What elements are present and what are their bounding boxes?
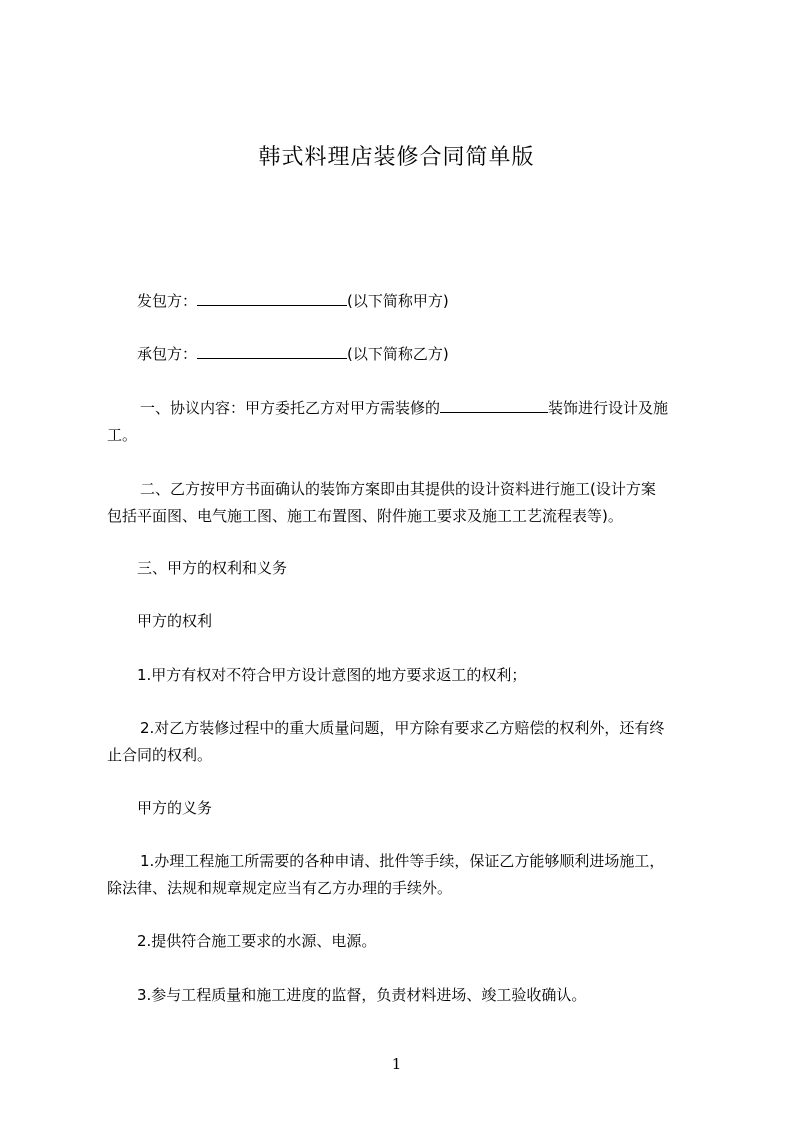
party-b-label: 承包方： bbox=[137, 345, 198, 363]
clause2-line2: 包括平面图、电气施工图、施工布置图、附件施工要求及施工工艺流程表等)。 bbox=[107, 507, 623, 525]
clause1-blank bbox=[440, 397, 548, 413]
clause2-line1: 二、乙方按甲方书面确认的装饰方案即由其提供的设计资料进行施工(设计方案 bbox=[140, 480, 656, 498]
party-b-blank bbox=[197, 343, 347, 359]
clause1-prefix: 一、协议内容：甲方委托乙方对甲方需装修的 bbox=[140, 399, 441, 417]
clause3-heading: 三、甲方的权利和义务 bbox=[137, 559, 288, 577]
right-2-line1: 2.对乙方装修过程中的重大质量问题，甲方除有要求乙方赔偿的权利外，还有终 bbox=[140, 719, 665, 737]
party-b-line bbox=[137, 339, 449, 369]
party-a-blank bbox=[197, 290, 347, 306]
clause1-suffix: 装饰进行设计及施 bbox=[548, 399, 669, 417]
duty-2: 2.提供符合施工要求的水源、电源。 bbox=[137, 932, 377, 950]
rights-heading: 甲方的权利 bbox=[137, 612, 213, 630]
party-a-suffix: (以下简称甲方) bbox=[347, 292, 449, 310]
clause1-line1 bbox=[140, 393, 668, 423]
duty-1-line1: 1.办理工程施工所需要的各种申请、批件等手续，保证乙方能够顺利进场施工， bbox=[140, 852, 665, 870]
duty-1-line2: 除法律、法规和规章规定应当有乙方办理的手续外。 bbox=[107, 879, 453, 897]
party-b-suffix: (以下简称乙方) bbox=[347, 345, 449, 363]
party-a-label: 发包方： bbox=[137, 292, 198, 310]
right-1: 1.甲方有权对不符合甲方设计意图的地方要求返工的权利； bbox=[137, 666, 527, 684]
page-number: 1 bbox=[391, 1055, 402, 1073]
duties-heading: 甲方的义务 bbox=[137, 799, 213, 817]
document-title: 韩式料理店装修合同简单版 bbox=[258, 145, 535, 170]
party-a-line bbox=[137, 286, 449, 316]
clause1-line2: 工。 bbox=[107, 426, 138, 444]
duty-3: 3.参与工程质量和施工进度的监督，负责材料进场、竣工验收确认。 bbox=[137, 986, 587, 1004]
right-2-line2: 止合同的权利。 bbox=[107, 746, 213, 764]
